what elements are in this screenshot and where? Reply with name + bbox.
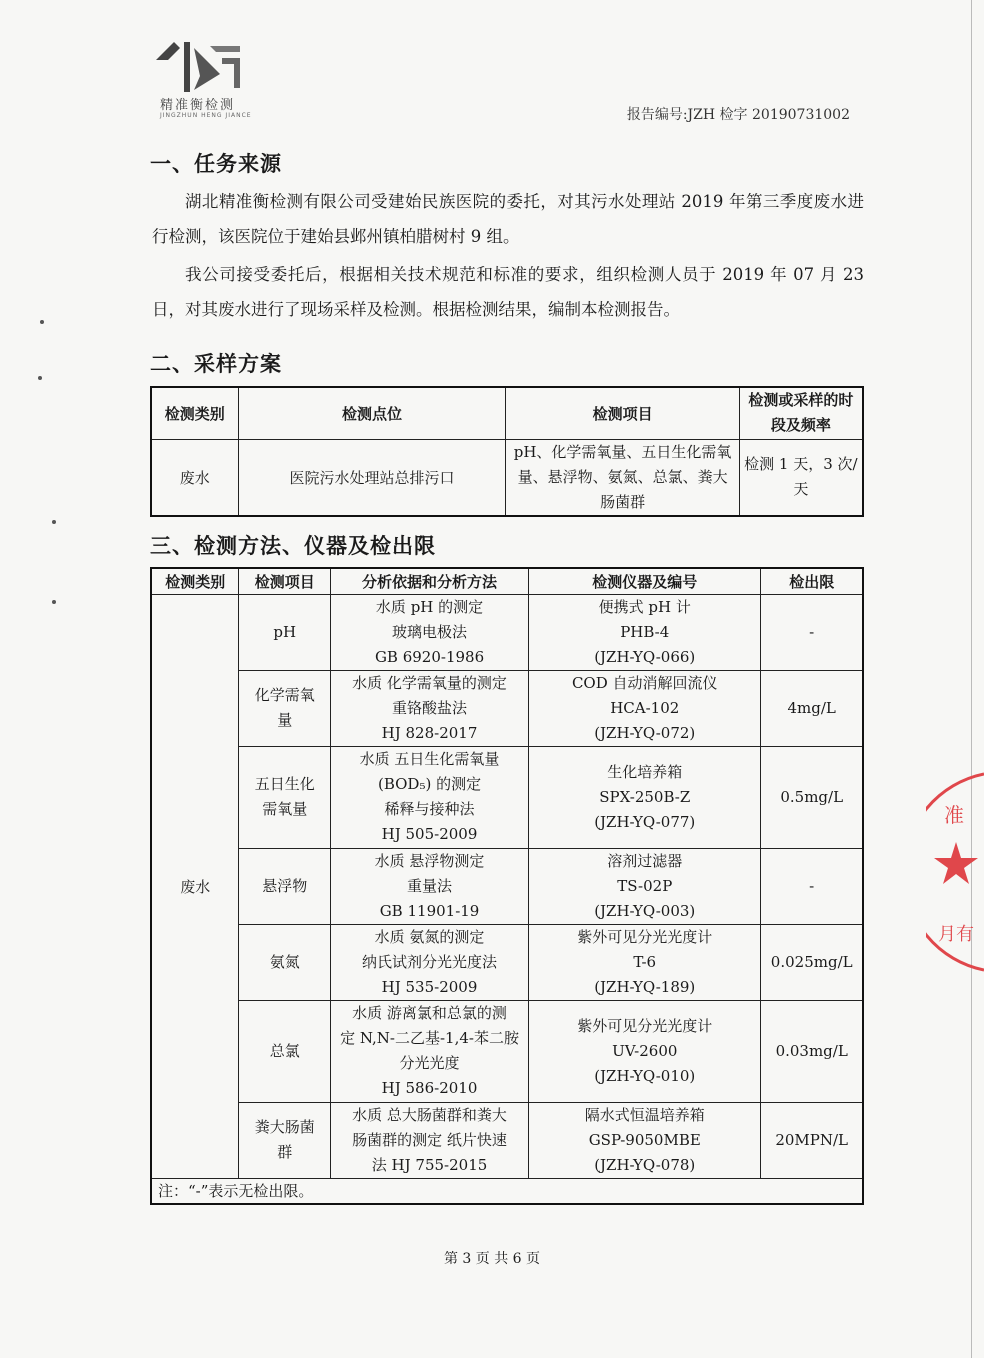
instrument-line: GSP-9050MBE (588, 1130, 701, 1149)
method-limit: - (761, 848, 863, 924)
logo-mark-bar (210, 46, 240, 52)
instrument-line: PHB-4 (620, 622, 670, 641)
speck (52, 600, 56, 604)
method-instrument (529, 1102, 761, 1178)
method-method (330, 848, 528, 924)
instrument-line: 便携式 pH 计 (598, 597, 691, 616)
instrument-line: 隔水式恒温培养箱 (584, 1105, 705, 1124)
method-row (151, 1102, 863, 1178)
method-line: 玻璃电极法 (392, 622, 468, 641)
instrument-line: HCA-102 (610, 698, 680, 717)
method-line: 水质 悬浮物测定 (374, 851, 485, 870)
logo-mark-bar2 (222, 58, 240, 88)
method-category: 废水 (151, 594, 239, 1178)
seal-text-bottom: 月有 (938, 924, 974, 945)
speck (40, 320, 44, 324)
method-header-instrument: 检测仪器及编号 (529, 568, 761, 594)
method-limit: 0.5mg/L (761, 746, 863, 848)
section3-title: 三、检测方法、仪器及检出限 (150, 534, 436, 558)
method-instrument (529, 1000, 761, 1102)
instrument-line: SPX-250B-Z (599, 787, 691, 806)
sampling-row (151, 439, 863, 516)
method-line: 稀释与接种法 (384, 800, 475, 818)
method-limit: 0.03mg/L (761, 1000, 863, 1102)
section2-title: 二、采样方案 (150, 352, 282, 376)
method-row (151, 594, 863, 670)
method-instrument (529, 594, 761, 670)
method-line: 重铬酸盐法 (392, 698, 468, 717)
method-line: HJ 505-2009 (381, 825, 478, 843)
method-row (151, 746, 863, 848)
speck (52, 520, 56, 524)
logo-mark-left (156, 42, 180, 60)
method-line: 纳氏试剂分光光度法 (362, 952, 498, 971)
method-header-category: 检测类别 (151, 568, 239, 594)
instrument-line: T-6 (633, 952, 657, 971)
seal-text-top: 准 (944, 803, 964, 827)
method-item: 粪大肠菌群 (239, 1102, 331, 1178)
report-number: 报告编号:JZH 检字 20190731002 (626, 107, 850, 123)
method-method (330, 924, 528, 1000)
method-instrument (529, 924, 761, 1000)
method-limit: 20MPN/L (761, 1102, 863, 1178)
method-item: pH (239, 594, 331, 670)
method-method (330, 670, 528, 746)
method-header-row (151, 568, 863, 594)
method-line: 重量法 (407, 876, 453, 895)
instrument-line: COD 自动消解回流仪 (571, 673, 718, 692)
method-line: 水质 总大肠菌群和粪大 (352, 1105, 507, 1124)
sampling-frequency: 检测 1 天，3 次/天 (739, 439, 863, 516)
method-limit: 4mg/L (761, 670, 863, 746)
logo-mark-right (194, 48, 220, 90)
instrument-line: 溶剂过滤器 (607, 851, 683, 870)
sampling-header-point: 检测点位 (238, 387, 506, 439)
method-item: 总氯 (239, 1000, 331, 1102)
method-line: 水质 五日生化需氧量 (359, 750, 500, 768)
method-line: HJ 535-2009 (381, 977, 478, 996)
method-instrument (529, 746, 761, 848)
method-limit: - (761, 594, 863, 670)
method-header-limit: 检出限 (761, 568, 863, 594)
method-line: HJ 586-2010 (381, 1079, 478, 1097)
instrument-line: (JZH-YQ-189) (594, 977, 696, 996)
page-number: 第 3 页 共 6 页 (443, 1251, 541, 1267)
method-method (330, 746, 528, 848)
method-header-item: 检测项目 (239, 568, 331, 594)
sampling-header-category: 检测类别 (151, 387, 238, 439)
instrument-line: (JZH-YQ-072) (594, 723, 696, 742)
instrument-line: (JZH-YQ-003) (594, 901, 696, 920)
method-note: 注：“-”表示无检出限。 (151, 1178, 863, 1204)
method-item: 氨氮 (239, 924, 331, 1000)
method-item: 五日生化需氧量 (239, 746, 331, 848)
method-line: 水质 游离氯和总氯的测 (352, 1004, 507, 1022)
seal-star (934, 842, 978, 884)
method-row (151, 670, 863, 746)
method-row (151, 924, 863, 1000)
method-line: (BOD₅) 的测定 (377, 775, 482, 793)
section1-para2: 我公司接受委托后，根据相关技术规范和标准的要求，组织检测人员于 2019 年 07 月 23 日，对其废水进行了现场采样及检测。根据检测结果，编制本检测报告。 (152, 265, 864, 319)
sampling-point: 医院污水处理站总排污口 (238, 439, 506, 516)
instrument-line: UV-2600 (612, 1041, 678, 1060)
page-edge (971, 0, 972, 1358)
instrument-line: 紫外可见分光光度计 (577, 927, 713, 946)
instrument-line: TS-02P (617, 876, 673, 895)
instrument-line: 紫外可见分光光度计 (577, 1016, 713, 1035)
logo-en-text: JINGZHUN HENG JIANCE (160, 112, 252, 119)
method-method (330, 1102, 528, 1178)
instrument-line: (JZH-YQ-010) (594, 1066, 696, 1085)
method-line: GB 11901-19 (379, 901, 480, 920)
method-line: 水质 化学需氧量的测定 (352, 673, 507, 692)
sampling-category: 废水 (151, 439, 238, 516)
official-seal (926, 772, 984, 972)
method-line: GB 6920-1986 (374, 647, 485, 666)
instrument-line: (JZH-YQ-078) (594, 1155, 696, 1174)
note-row (151, 1178, 863, 1204)
method-row (151, 1000, 863, 1102)
sampling-header-row (151, 387, 863, 439)
method-line: 肠菌群的测定 纸片快速 (352, 1130, 507, 1149)
logo-cn-text: 精准衡检测 (160, 98, 236, 113)
method-rows (151, 594, 863, 1178)
sampling-items: pH、化学需氧量、五日生化需氧量、悬浮物、氨氮、总氯、粪大肠菌群 (506, 439, 739, 516)
method-item: 悬浮物 (239, 848, 331, 924)
instrument-line: (JZH-YQ-066) (594, 647, 696, 666)
method-line: 定 N,N-二乙基-1,4-苯二胺 (340, 1029, 519, 1047)
method-instrument (529, 670, 761, 746)
instrument-line: 生化培养箱 (607, 762, 683, 781)
instrument-line: (JZH-YQ-077) (594, 812, 696, 831)
method-table (150, 567, 864, 1205)
logo-mark-mid (184, 42, 190, 92)
method-line: 法 HJ 755-2015 (371, 1155, 488, 1174)
sampling-header-frequency: 检测或采样的时段及频率 (739, 387, 863, 439)
section1-body (152, 184, 864, 327)
method-row (151, 848, 863, 924)
method-line: 水质 pH 的测定 (375, 597, 484, 616)
method-line: 分光光度 (399, 1054, 460, 1072)
method-line: 水质 氨氮的测定 (374, 927, 485, 946)
method-instrument (529, 848, 761, 924)
method-method (330, 1000, 528, 1102)
method-line: HJ 828-2017 (381, 723, 478, 742)
section1-title: 一、任务来源 (150, 152, 282, 176)
sampling-plan-table (150, 386, 864, 517)
method-header-method: 分析依据和分析方法 (330, 568, 528, 594)
method-item: 化学需氧量 (239, 670, 331, 746)
section1-para1: 湖北精准衡检测有限公司受建始民族医院的委托，对其污水处理站 2019 年第三季度废水进行检测，该医院位于建始县邺州镇柏腊树村 9 组。 (152, 192, 864, 246)
method-method (330, 594, 528, 670)
method-limit: 0.025mg/L (761, 924, 863, 1000)
speck (38, 376, 42, 380)
sampling-header-items: 检测项目 (506, 387, 739, 439)
